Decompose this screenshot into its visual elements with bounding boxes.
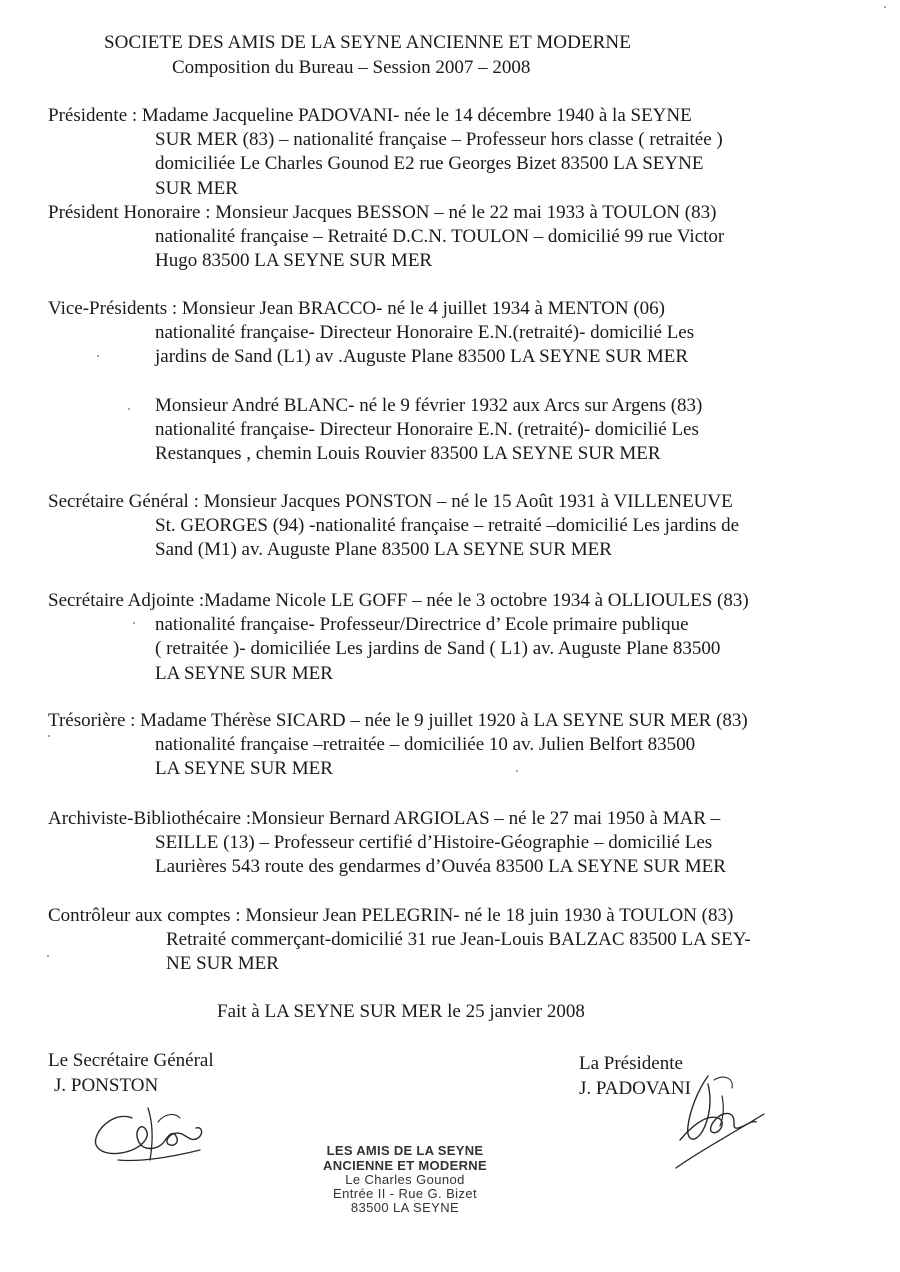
entry-line: SUR MER [155, 177, 238, 199]
entry-line: jardins de Sand (L1) av .Auguste Plane 83500 LA SEYNE SUR MER [155, 346, 689, 368]
signatory-left-name: J. PONSTON [54, 1074, 159, 1096]
document-title: SOCIETE DES AMIS DE LA SEYNE ANCIENNE ET MODERNE [104, 32, 631, 53]
entry-line: Monsieur André BLANC- né le 9 février 1932 aux Arcs sur Argens (83) [155, 395, 703, 416]
entry-line: Laurières 543 route des gendarmes d’Ouvéa 83500 LA SEYNE SUR MER [155, 856, 726, 878]
entry-line: domiciliée Le Charles Gounod E2 rue Georges Bizet 83500 LA SEYNE [155, 153, 704, 175]
entry-archiviste [48, 807, 848, 880]
entry-secretaire-general [48, 490, 848, 563]
scan-speck [133, 622, 135, 624]
entry-line: Sand (M1) av. Auguste Plane 83500 LA SEYNE SUR MER [155, 539, 612, 561]
entry-vice-president-2 [48, 394, 848, 467]
entry-line: LA SEYNE SUR MER [155, 758, 333, 780]
signatory-left [48, 1049, 214, 1098]
entry-vice-presidents [48, 297, 848, 370]
scan-speck [128, 408, 130, 410]
signatory-right-name: J. PADOVANI [579, 1077, 691, 1099]
organization-stamp [290, 1143, 520, 1215]
signature-left-icon [88, 1100, 218, 1172]
entry-line: SEILLE (13) – Professeur certifié d’Histoire-Géographie – domicilié Les [155, 832, 713, 854]
signatory-left-title: Le Secrétaire Général [48, 1050, 214, 1071]
entry-president-honoraire [48, 201, 848, 274]
entry-line: nationalité française- Professeur/Directrice d’ Ecole primaire publique [155, 614, 689, 636]
scan-speck [48, 735, 50, 737]
entry-line: nationalité française- Directeur Honoraire E.N. (retraité)- domicilié Les [155, 419, 699, 441]
entry-line: Président Honoraire : Monsieur Jacques BESSON – né le 22 mai 1933 à TOULON (83) [48, 202, 717, 223]
entry-line: nationalité française –retraitée – domiciliée 10 av. Julien Belfort 83500 [155, 734, 696, 756]
entry-line: Archiviste-Bibliothécaire :Monsieur Bernard ARGIOLAS – né le 27 mai 1950 à MAR – [48, 808, 721, 829]
scan-speck [516, 770, 518, 772]
signature-right-icon [668, 1070, 768, 1175]
document-subtitle: Composition du Bureau – Session 2007 – 2008 [172, 57, 531, 78]
stamp-line: Le Charles Gounod [345, 1172, 465, 1187]
stamp-line: Entrée II - Rue G. Bizet [333, 1186, 477, 1201]
entry-presidente [48, 104, 848, 201]
scan-speck [884, 6, 886, 8]
entry-line: Hugo 83500 LA SEYNE SUR MER [155, 250, 433, 272]
entry-line: Retraité commerçant-domicilié 31 rue Jean-Louis BALZAC 83500 LA SEY- [166, 929, 751, 951]
entry-line: Vice-Présidents : Monsieur Jean BRACCO- né le 4 juillet 1934 à MENTON (06) [48, 298, 665, 319]
entry-line: Secrétaire Général : Monsieur Jacques PONSTON – né le 15 Août 1931 à VILLENEUVE [48, 491, 733, 512]
entry-line: Trésorière : Madame Thérèse SICARD – née le 9 juillet 1920 à LA SEYNE SUR MER (83) [48, 710, 748, 731]
entry-controleur [48, 904, 848, 977]
entry-tresoriere [48, 709, 848, 782]
entry-secretaire-adjointe [48, 589, 848, 686]
entry-line: Contrôleur aux comptes : Monsieur Jean PELEGRIN- né le 18 juin 1930 à TOULON (83) [48, 905, 734, 926]
stamp-line: LES AMIS DE LA SEYNE [326, 1143, 484, 1158]
entry-line: Restanques , chemin Louis Rouvier 83500 LA SEYNE SUR MER [155, 443, 661, 465]
stamp-line: ANCIENNE ET MODERNE [323, 1158, 487, 1173]
signatory-right-title: La Présidente [579, 1053, 683, 1074]
entry-line: NE SUR MER [166, 953, 279, 975]
entry-line: nationalité française – Retraité D.C.N. TOULON – domicilié 99 rue Victor [155, 226, 725, 248]
entry-line: Présidente : Madame Jacqueline PADOVANI- née le 14 décembre 1940 à la SEYNE [48, 105, 692, 126]
scan-speck [47, 955, 49, 957]
entry-line: LA SEYNE SUR MER [155, 662, 333, 684]
closing-date-line: Fait à LA SEYNE SUR MER le 25 janvier 2008 [217, 1001, 585, 1022]
entry-line: ( retraitée )- domiciliée Les jardins de Sand ( L1) av. Auguste Plane 83500 [155, 638, 721, 660]
entry-line: SUR MER (83) – nationalité française – Professeur hors classe ( retraitée ) [155, 129, 723, 151]
entry-line: nationalité française- Directeur Honoraire E.N.(retraité)- domicilié Les [155, 322, 695, 344]
entry-line: St. GEORGES (94) -nationalité française – retraité –domicilié Les jardins de [155, 515, 740, 537]
stamp-line: 83500 LA SEYNE [350, 1200, 460, 1215]
entry-line: Secrétaire Adjointe :Madame Nicole LE GOFF – née le 3 octobre 1934 à OLLIOULES (83) [48, 590, 749, 611]
scan-speck [97, 355, 99, 357]
